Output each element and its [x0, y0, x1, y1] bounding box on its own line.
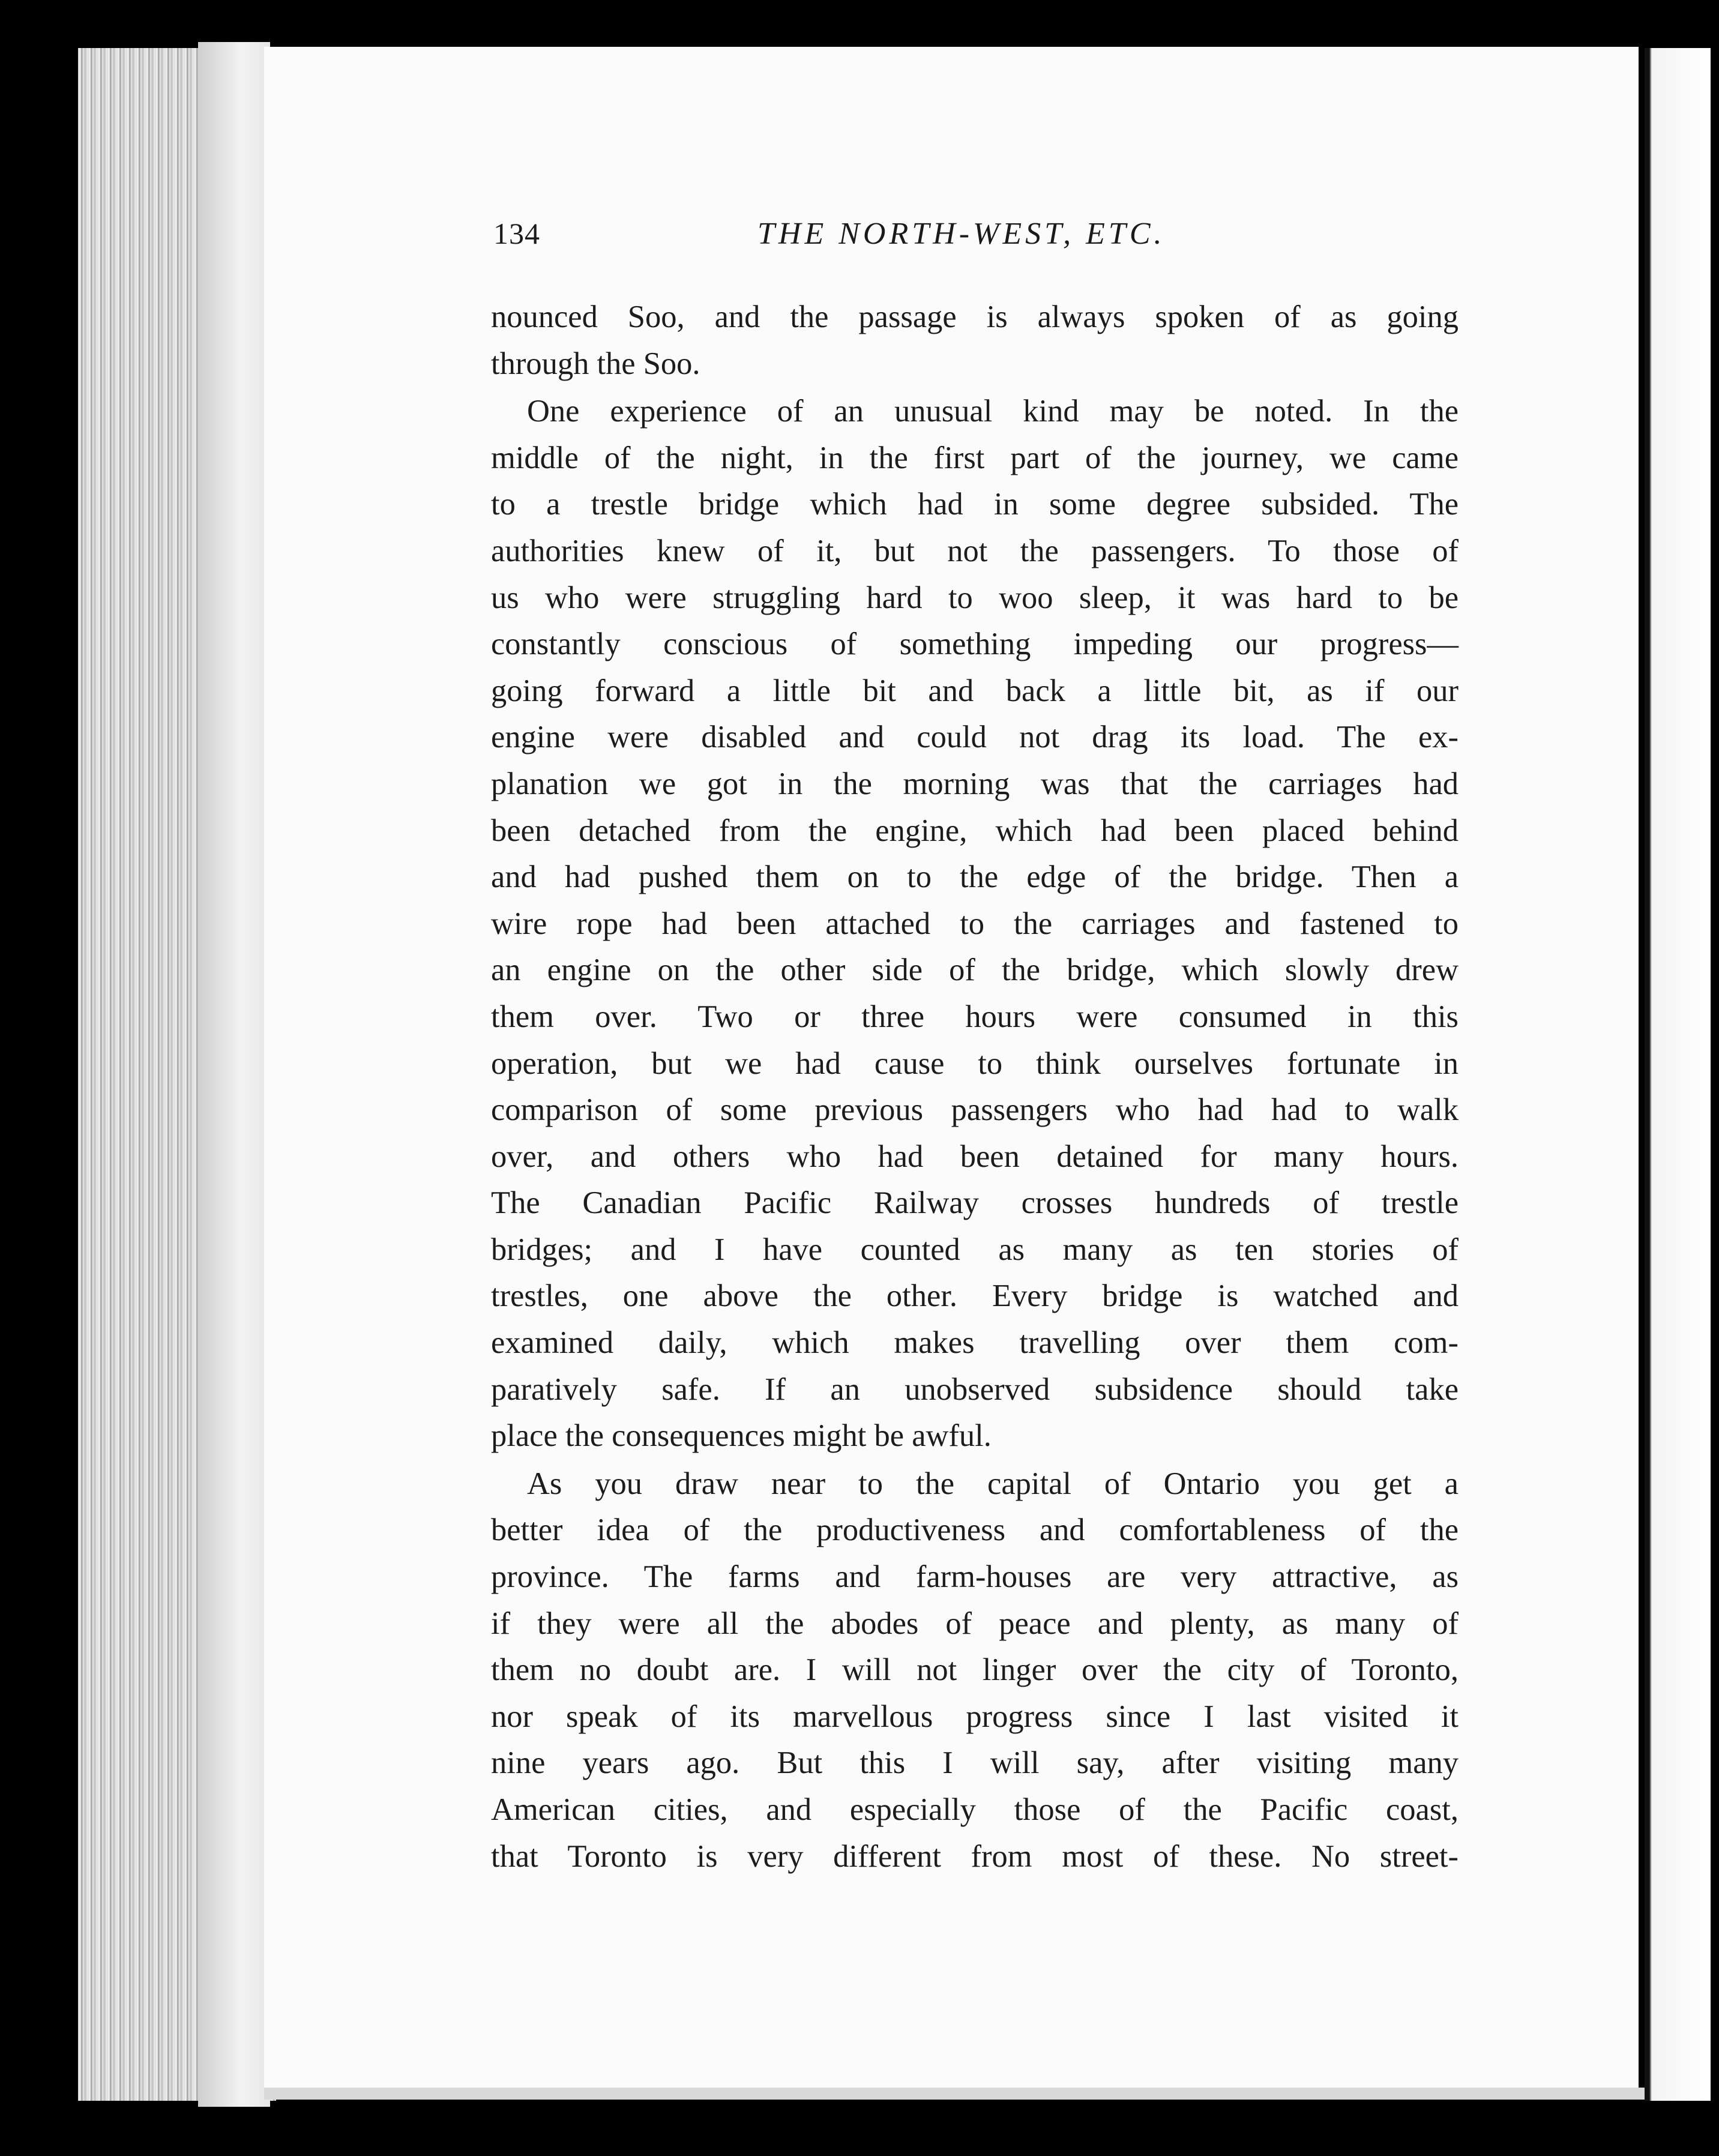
text-line: an engine on the other side of the bridge, which slowly drew [491, 953, 1459, 988]
text-line: middle of the night, in the first part of the journey, we came [491, 440, 1459, 475]
paragraph [491, 294, 1459, 387]
text-line: operation, but we had cause to think ourselves fortunate in [491, 1046, 1459, 1081]
body-text [491, 294, 1459, 1881]
text-line: One experience of an unusual kind may be noted. In the [527, 394, 1459, 429]
text-line: them over. Two or three hours were consumed in this [491, 999, 1459, 1034]
text-line: American cities, and especially those of the Pacific coast, [491, 1792, 1459, 1827]
page-bottom-edge [264, 2088, 1645, 2100]
text-line: nounced Soo, and the passage is always spoken of as going [491, 300, 1459, 334]
text-line: nor speak of its marvellous progress since I last visited it [491, 1699, 1459, 1734]
text-line: The Canadian Pacific Railway crosses hundreds of trestle [491, 1185, 1459, 1221]
page-gutter-shadow [198, 42, 270, 2107]
text-line: through the Soo. [491, 346, 700, 381]
text-line: trestles, one above the other. Every bridge is watched and [491, 1278, 1459, 1314]
text-line: examined daily, which makes travelling over them com- [491, 1325, 1459, 1361]
text-line: paratively safe. If an unobserved subsidence should take [491, 1372, 1459, 1407]
text-line: them no doubt are. I will not linger over the city of Toronto, [491, 1652, 1459, 1688]
text-line: As you draw near to the capital of Ontario you get a [527, 1466, 1459, 1501]
text-line: nine years ago. But this I will say, after visiting many [491, 1745, 1459, 1781]
running-head [493, 216, 1214, 258]
text-line: us who were struggling hard to woo sleep, it was hard to be [491, 580, 1459, 615]
paragraph [491, 388, 1459, 1460]
text-line: authorities knew of it, but not the passengers. To those of [491, 533, 1459, 568]
text-line: place the consequences might be awful. [491, 1418, 992, 1454]
text-line: wire rope had been attached to the carriages and fastened to [491, 906, 1459, 941]
text-line: engine were disabled and could not drag its load. The ex- [491, 720, 1459, 755]
text-line: bridges; and I have counted as many as ten stories of [491, 1232, 1459, 1267]
text-line: if they were all the abodes of peace and plenty, as many of [491, 1606, 1459, 1641]
text-line: over, and others who had been detained for many hours. [491, 1139, 1459, 1174]
text-line: that Toronto is very different from most of these. No street- [491, 1838, 1459, 1874]
text-line: planation we got in the morning was that the carriages had [491, 766, 1459, 801]
paragraph [491, 1461, 1459, 1880]
page-number: 134 [493, 217, 540, 250]
text-line: constantly conscious of something impeding our progress— [491, 627, 1459, 662]
text-line: province. The farms and farm-houses are very attractive, as [491, 1559, 1459, 1595]
text-line: and had pushed them on to the edge of the bridge. Then a [491, 860, 1459, 895]
facing-page-edge [1645, 48, 1711, 2101]
text-line: better idea of the productiveness and comfortableness of the [491, 1513, 1459, 1548]
text-line: comparison of some previous passengers who had had to walk [491, 1092, 1459, 1128]
text-line: been detached from the engine, which had been placed behind [491, 813, 1459, 848]
text-line: to a trestle bridge which had in some degree subsided. The [491, 487, 1459, 522]
running-head-title: THE NORTH-WEST, ETC. [757, 217, 1166, 251]
text-line: going forward a little bit and back a little bit, as if our [491, 673, 1459, 708]
